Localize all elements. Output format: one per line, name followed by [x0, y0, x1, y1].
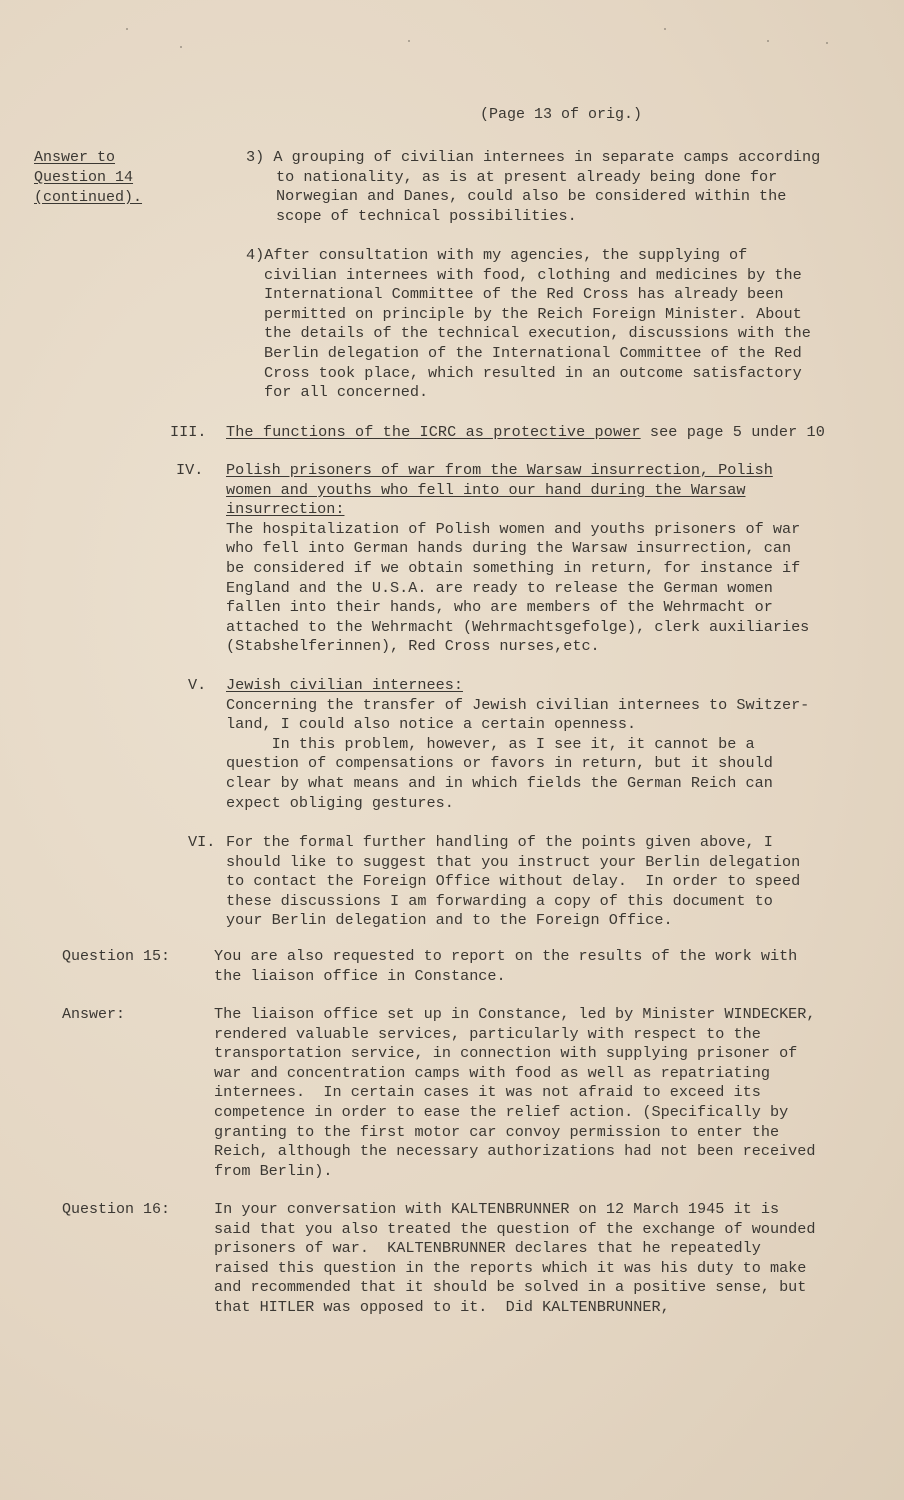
question-15-body — [214, 947, 797, 986]
section-5-title: Jewish civilian internees: — [226, 676, 463, 694]
text-line: In this problem, however, as I see it, it cannot be a — [226, 734, 755, 753]
text-line: raised this question in the reports which it was his duty to make — [214, 1258, 807, 1277]
section-6-body — [226, 833, 800, 931]
section-6-number: VI. — [188, 833, 216, 851]
text-line: be considered if we obtain something in return, for instance if — [226, 558, 801, 577]
text-line: (Stabshelferinnen), Red Cross nurses,etc. — [226, 637, 600, 656]
paper-speck — [408, 40, 410, 42]
text-line: from Berlin). — [214, 1161, 333, 1180]
question-16-label: Question 16: — [62, 1201, 171, 1218]
paper-speck — [664, 28, 666, 30]
text-line: You are also requested to report on the results of the work with — [214, 947, 798, 965]
section-3-number: III. — [170, 423, 207, 441]
section-3-line — [226, 423, 825, 443]
text-line: England and the U.S.A. are ready to release the German women — [226, 578, 773, 597]
text-line: The liaison office set up in Constance, led by Minister WINDECKER, — [214, 1005, 816, 1023]
text-line: 3) A grouping of civilian internees in separate camps according — [246, 148, 821, 166]
text-line: Cross took place, which resulted in an outcome satisfactory — [264, 363, 802, 382]
section-4-title-line: Polish prisoners of war from the Warsaw insurrection, Polish — [226, 461, 773, 479]
text-line: for all concerned. — [264, 383, 429, 402]
item-3-paragraph — [246, 148, 820, 226]
text-line: International Committee of the Red Cross has already been — [264, 285, 784, 304]
side-label-answer14-line3: (continued). — [34, 189, 143, 206]
answer-15-body — [214, 1005, 816, 1181]
section-5-number: V. — [188, 676, 207, 694]
text-line: Reich, although the necessary authorizations had not been received — [214, 1142, 816, 1161]
text-line: fallen into their hands, who are members of the Wehrmacht or — [226, 598, 773, 617]
text-line: your Berlin delegation and to the Foreign Office. — [226, 911, 673, 930]
text-line: and recommended that it should be solved in a positive sense, but — [214, 1278, 807, 1297]
text-line: clear by what means and in which fields the German Reich can — [226, 773, 773, 792]
text-line: these discussions I am forwarding a copy of this document to — [226, 891, 773, 910]
section-4-title-line: women and youths who fell into our hand during the Warsaw — [226, 480, 746, 499]
text-line: scope of technical possibilities. — [276, 206, 577, 225]
text-line: should like to suggest that you instruct your Berlin delegation — [226, 852, 801, 871]
text-line: the details of the technical execution, discussions with the — [264, 324, 811, 343]
section-4-body — [226, 461, 809, 657]
section-3-title: The functions of the ICRC as protective power — [226, 423, 641, 441]
paper-speck — [767, 40, 769, 42]
paper-speck — [826, 42, 828, 44]
answer-15-label: Answer: — [62, 1006, 126, 1023]
section-4-number: IV. — [176, 461, 204, 479]
text-line: transportation service, in connection with supplying prisoner of — [214, 1044, 798, 1063]
text-line: who fell into German hands during the Warsaw insurrection, can — [226, 539, 792, 558]
section-3-reference: see page 5 under 10 — [640, 423, 825, 441]
text-line: land, I could also notice a certain openness. — [226, 715, 637, 734]
text-line: permitted on principle by the Reich Foreign Minister. About — [264, 304, 802, 323]
section-4-title-line: insurrection: — [226, 500, 345, 519]
question-15-label: Question 15: — [62, 948, 171, 965]
text-line: 4)After consultation with my agencies, the supplying of — [246, 246, 748, 264]
side-label-answer14-line1: Answer to — [34, 149, 116, 166]
page-header: (Page 13 of orig.) — [480, 106, 643, 123]
text-line: the liaison office in Constance. — [214, 966, 506, 985]
text-line: question of compensations or favors in return, but it should — [226, 754, 773, 773]
paper-speck — [126, 28, 128, 30]
text-line: that HITLER was opposed to it. Did KALTENBRUNNER, — [214, 1297, 670, 1316]
paper-speck — [180, 46, 182, 48]
text-line: granting to the first motor car convoy permission to enter the — [214, 1122, 780, 1141]
text-line: attached to the Wehrmacht (Wehrmachtsgefolge), clerk auxiliaries — [226, 617, 810, 636]
question-16-body — [214, 1200, 816, 1318]
text-line: to contact the Foreign Office without delay. In order to speed — [226, 872, 801, 891]
text-line: rendered valuable services, particularly with respect to the — [214, 1024, 761, 1043]
text-line: war and concentration camps with food as well as repatriating — [214, 1063, 770, 1082]
text-line: Norwegian and Danes, could also be considered within the — [276, 187, 787, 206]
text-line: competence in order to ease the relief action. (Specifically by — [214, 1102, 789, 1121]
text-line: prisoners of war. KALTENBRUNNER declares that he repeatedly — [214, 1239, 761, 1258]
text-line: said that you also treated the question of the exchange of wounded — [214, 1219, 816, 1238]
side-label-answer14-line2: Question 14 — [34, 169, 134, 186]
text-line: expect obliging gestures. — [226, 793, 454, 812]
section-5-body — [226, 676, 809, 813]
text-line: The hospitalization of Polish women and youths prisoners of war — [226, 519, 801, 538]
text-line: In your conversation with KALTENBRUNNER on 12 March 1945 it is — [214, 1200, 780, 1218]
text-line: Concerning the transfer of Jewish civilian internees to Switzer- — [226, 695, 810, 714]
text-line: internees. In certain cases it was not afraid to exceed its — [214, 1083, 761, 1102]
item-4-paragraph — [246, 246, 811, 403]
text-line: civilian internees with food, clothing and medicines by the — [264, 265, 802, 284]
text-line: For the formal further handling of the points given above, I — [226, 833, 773, 851]
text-line: to nationality, as is at present already being done for — [276, 167, 778, 186]
text-line: Berlin delegation of the International Committee of the Red — [264, 343, 802, 362]
